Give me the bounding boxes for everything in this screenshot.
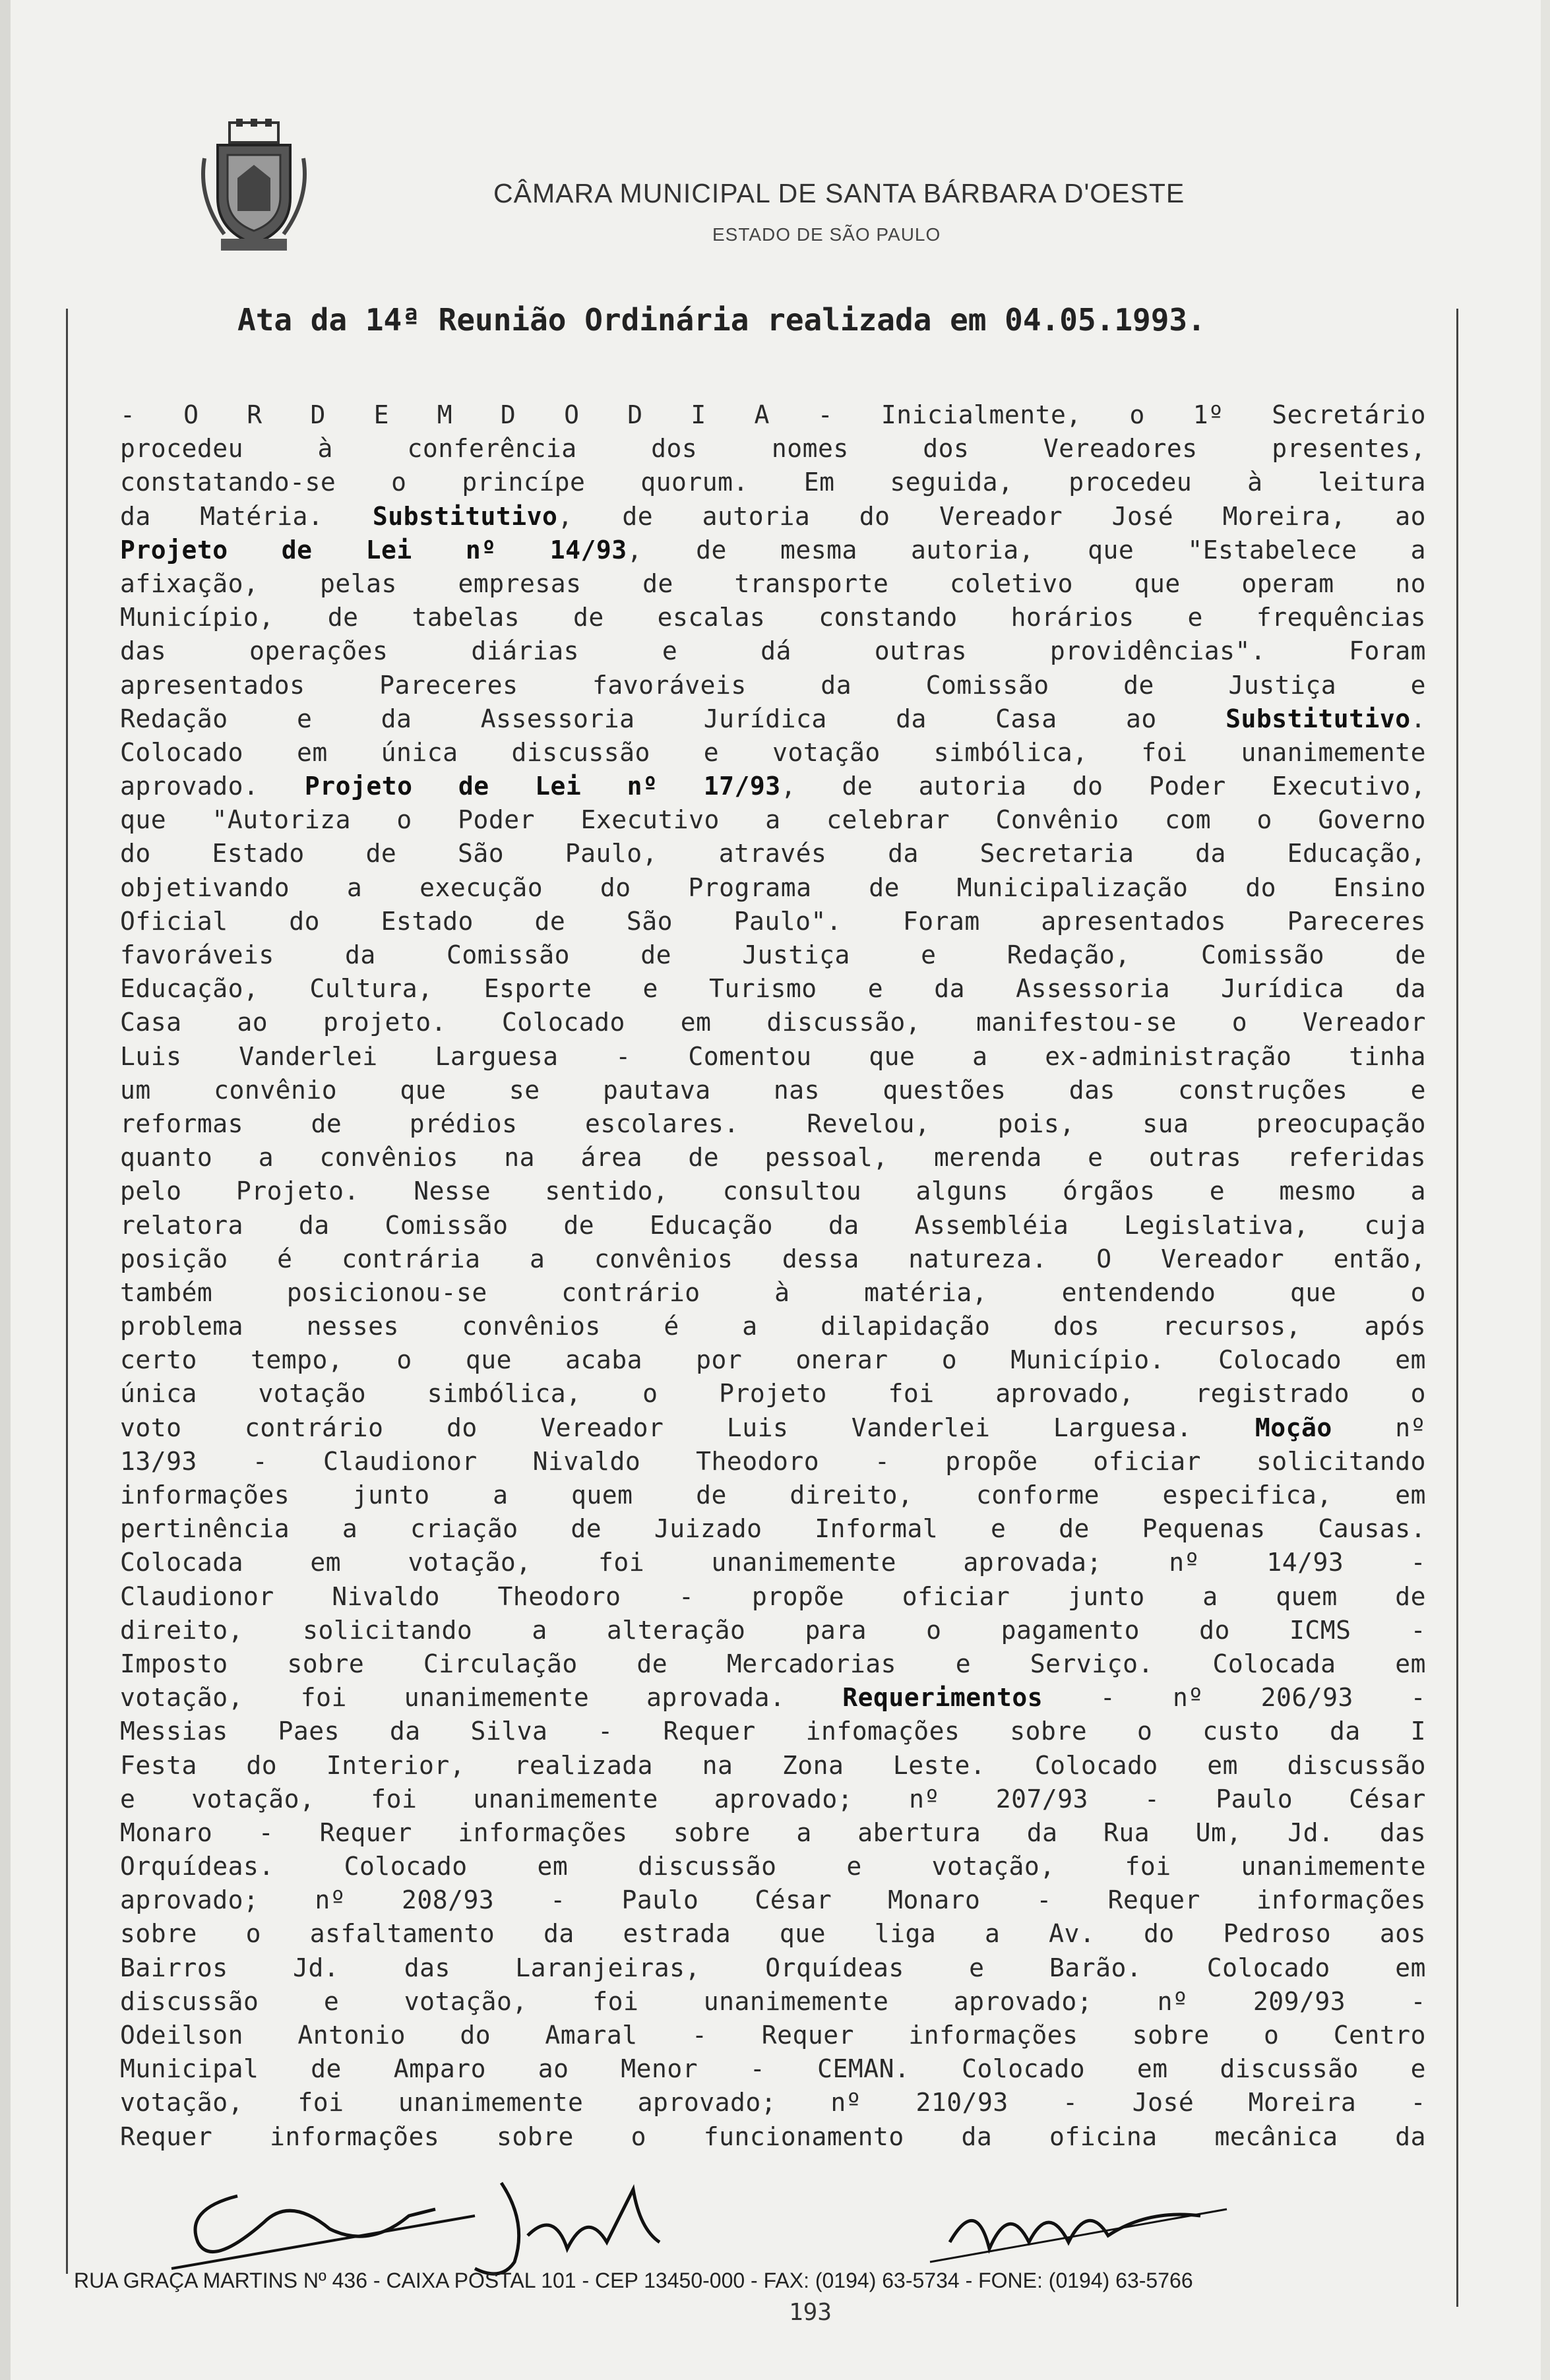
minutes-line: pelo Projeto. Nesse sentido, consultou alguns órgãos e mesmo a xyxy=(120,1176,1426,1206)
minutes-line: reformas de prédios escolares. Revelou, pois, sua preocupação xyxy=(120,1109,1426,1138)
scan-right-edge xyxy=(1541,0,1550,2380)
minutes-line: Redação e da Assessoria Jurídica da Casa ao Substitutivo. xyxy=(120,704,1426,733)
right-margin-rule xyxy=(1456,309,1458,2307)
minutes-line: Bairros Jd. das Laranjeiras, Orquídeas e Barão. Colocado em xyxy=(120,1953,1426,1982)
minutes-line: direito, solicitando a alteração para o pagamento do ICMS - xyxy=(120,1615,1426,1645)
minutes-line: Monaro - Requer informações sobre a abertura da Rua Um, Jd. das xyxy=(120,1817,1426,1847)
minutes-line: Luis Vanderlei Larguesa - Comentou que a ex-administração tinha xyxy=(120,1041,1426,1071)
minutes-line: discussão e votação, foi unanimemente aprovado; nº 209/93 - xyxy=(120,1986,1426,2016)
minutes-line: Orquídeas. Colocado em discussão e votação, foi unanimemente xyxy=(120,1852,1426,1881)
minutes-line: quanto a convênios na área de pessoal, merenda e outras referidas xyxy=(120,1143,1426,1173)
handwritten-signatures xyxy=(158,2170,1280,2282)
minutes-line: aprovado; nº 208/93 - Paulo César Monaro - Requer informações xyxy=(120,1885,1426,1915)
institution-name: CÂMARA MUNICIPAL DE SANTA BÁRBARA D'OESTE xyxy=(493,178,1185,208)
minutes-line: Colocado em única discussão e votação simbólica, foi unanimemente xyxy=(120,737,1426,767)
letterhead xyxy=(198,119,1451,264)
minutes-line: 13/93 - Claudionor Nivaldo Theodoro - propõe oficiar solicitando xyxy=(120,1446,1426,1476)
minutes-line: certo tempo, o que acaba por onerar o Município. Colocado em xyxy=(120,1345,1426,1375)
minutes-line: Casa ao projeto. Colocado em discussão, manifestou-se o Vereador xyxy=(120,1008,1426,1037)
minutes-line: objetivando a execução do Programa de Municipalização do Ensino xyxy=(120,872,1426,902)
minutes-line: da Matéria. Substitutivo, de autoria do Vereador José Moreira, ao xyxy=(120,501,1426,531)
minutes-line: procedeu à conferência dos nomes dos Vereadores presentes, xyxy=(120,434,1426,464)
minutes-line: Requer informações sobre o funcionamento da oficina mecânica da xyxy=(120,2121,1426,2151)
minutes-line: um convênio que se pautava nas questões das construções e xyxy=(120,1075,1426,1105)
minutes-line: Oficial do Estado de São Paulo". Foram apresentados Pareceres xyxy=(120,906,1426,936)
page-number: 193 xyxy=(789,2299,832,2326)
minutes-line: também posicionou-se contrário à matéria, entendendo que o xyxy=(120,1277,1426,1307)
minutes-line: relatora da Comissão de Educação da Assembléia Legislativa, cuja xyxy=(120,1210,1426,1240)
minutes-line: voto contrário do Vereador Luis Vanderlei Larguesa. Moção nº xyxy=(120,1413,1427,1442)
minutes-line: sobre o asfaltamento da estrada que liga a Av. do Pedroso aos xyxy=(120,1919,1426,1949)
minutes-line: problema nesses convênios é a dilapidação dos recursos, após xyxy=(120,1312,1426,1341)
minutes-line: do Estado de São Paulo, através da Secretaria da Educação, xyxy=(120,839,1426,869)
institution-state: ESTADO DE SÃO PAULO xyxy=(712,224,941,245)
minutes-body xyxy=(120,398,1426,2154)
minutes-line: constatando-se o princípe quorum. Em seguida, procedeu à leitura xyxy=(120,468,1426,497)
minutes-line: posição é contrária a convênios dessa natureza. O Vereador então, xyxy=(120,1244,1426,1273)
minutes-line: aprovado. Projeto de Lei nº 17/93, de autoria do Poder Executivo, xyxy=(120,772,1427,801)
minutes-line: Messias Paes da Silva - Requer infomações sobre o custo da I xyxy=(120,1717,1426,1746)
minutes-line: - O R D E M D O D I A - Inicialmente, o 1º Secretário xyxy=(120,400,1426,429)
minutes-line: Projeto de Lei nº 14/93, de mesma autoria, que "Estabelece a xyxy=(120,535,1426,564)
minutes-line: Festa do Interior, realizada na Zona Leste. Colocado em discussão xyxy=(120,1750,1426,1780)
minutes-line: afixação, pelas empresas de transporte coletivo que operam no xyxy=(120,568,1426,598)
minutes-line: única votação simbólica, o Projeto foi aprovado, registrado o xyxy=(120,1379,1426,1409)
minutes-line: das operações diárias e dá outras providências". Foram xyxy=(120,636,1426,666)
minutes-line: Imposto sobre Circulação de Mercadorias e Serviço. Colocada em xyxy=(120,1649,1426,1678)
left-margin-rule xyxy=(66,309,68,2274)
minutes-line: votação, foi unanimemente aprovada. Requerimentos - nº 206/93 - xyxy=(120,1683,1427,1713)
minutes-line: e votação, foi unanimemente aprovado; nº 207/93 - Paulo César xyxy=(120,1784,1426,1814)
minutes-line: informações junto a quem de direito, conforme especifica, em xyxy=(120,1480,1426,1510)
minutes-line: Educação, Cultura, Esporte e Turismo e da Assessoria Jurídica da xyxy=(120,974,1426,1004)
minutes-line: favoráveis da Comissão de Justiça e Redação, Comissão de xyxy=(120,940,1426,969)
scan-left-edge xyxy=(0,0,11,2380)
minutes-line: votação, foi unanimemente aprovado; nº 210/93 - José Moreira - xyxy=(120,2088,1426,2118)
minutes-line: Município, de tabelas de escalas constando horários e frequências xyxy=(120,603,1426,632)
minutes-line: pertinência a criação de Juizado Informal e de Pequenas Causas. xyxy=(120,1514,1426,1544)
minutes-line: Odeilson Antonio do Amaral - Requer informações sobre o Centro xyxy=(120,2021,1426,2050)
minutes-line: Municipal de Amparo ao Menor - CEMAN. Colocado em discussão e xyxy=(120,2054,1426,2084)
minutes-line: Colocada em votação, foi unanimemente aprovada; nº 14/93 - xyxy=(120,1548,1426,1577)
coat-of-arms-icon xyxy=(198,119,310,257)
minutes-line: apresentados Pareceres favoráveis da Comissão de Justiça e xyxy=(120,670,1426,700)
minutes-line: Claudionor Nivaldo Theodoro - propõe oficiar junto a quem de xyxy=(120,1581,1426,1611)
letterhead-footer: RUA GRAÇA MARTINS Nº 436 - CAIXA POSTAL 101 - CEP 13450-000 - FAX: (0194) 63-5734 - FONE: (0194) 63-5766 xyxy=(74,2269,1193,2292)
minutes-title: Ata da 14ª Reunião Ordinária realizada em 04.05.1993. xyxy=(237,302,1206,338)
minutes-line: que "Autoriza o Poder Executivo a celebrar Convênio com o Governo xyxy=(120,805,1426,835)
